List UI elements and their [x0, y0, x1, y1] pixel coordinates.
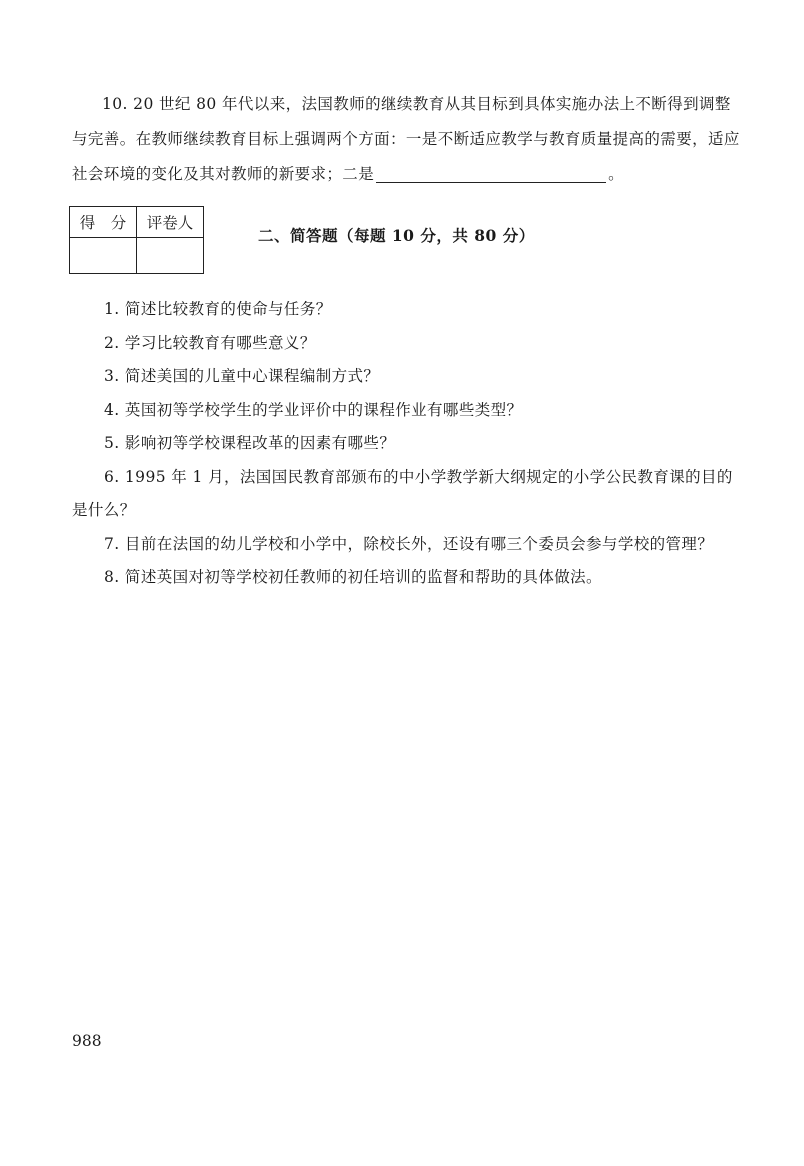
question-item: 3. 简述美国的儿童中心课程编制方式？ — [104, 367, 380, 385]
answer-blank — [376, 164, 606, 183]
score-cell — [70, 238, 137, 274]
reviewer-cell — [137, 238, 204, 274]
reviewer-header: 评卷人 — [137, 207, 204, 238]
question-item: 6. 1995 年 1 月，法国国民教育部颁布的中小学教学新大纲规定的小学公民教育课的目的是什么？ — [72, 467, 733, 519]
section-title: 二、简答题（每题 10 分，共 80 分） — [258, 226, 535, 245]
question-item: 5. 影响初等学校课程改革的因素有哪些？ — [104, 434, 396, 452]
question-list — [72, 293, 744, 595]
question-item: 4. 英国初等学校学生的学业评价中的课程作业有哪些类型？ — [104, 400, 523, 419]
question-10 — [72, 87, 744, 192]
score-header: 得 分 — [70, 207, 137, 238]
question-10-text: 10. 20 世纪 80 年代以来，法国教师的继续教育从其目标到具体实施办法上不断得到调整与完善。在教师继续教育目标上强调两个方面：一是不断适应教学与教育质量提高的需要，适应社会环境的变化及其对教师的新要求；二是 — [72, 95, 740, 183]
question-item: 7. 目前在法国的幼儿学校和小学中，除校长外，还设有哪三个委员会参与学校的管理？ — [104, 534, 714, 553]
question-item: 8. 简述英国对初等学校初任教师的初任培训的监督和帮助的具体做法。 — [104, 568, 602, 586]
question-item: 1. 简述比较教育的使命与任务？ — [104, 300, 332, 318]
question-item: 2. 学习比较教育有哪些意义？ — [104, 333, 316, 352]
question-10-end: 。 — [608, 165, 625, 183]
score-table — [69, 206, 204, 274]
page-number: 988 — [72, 1032, 102, 1050]
